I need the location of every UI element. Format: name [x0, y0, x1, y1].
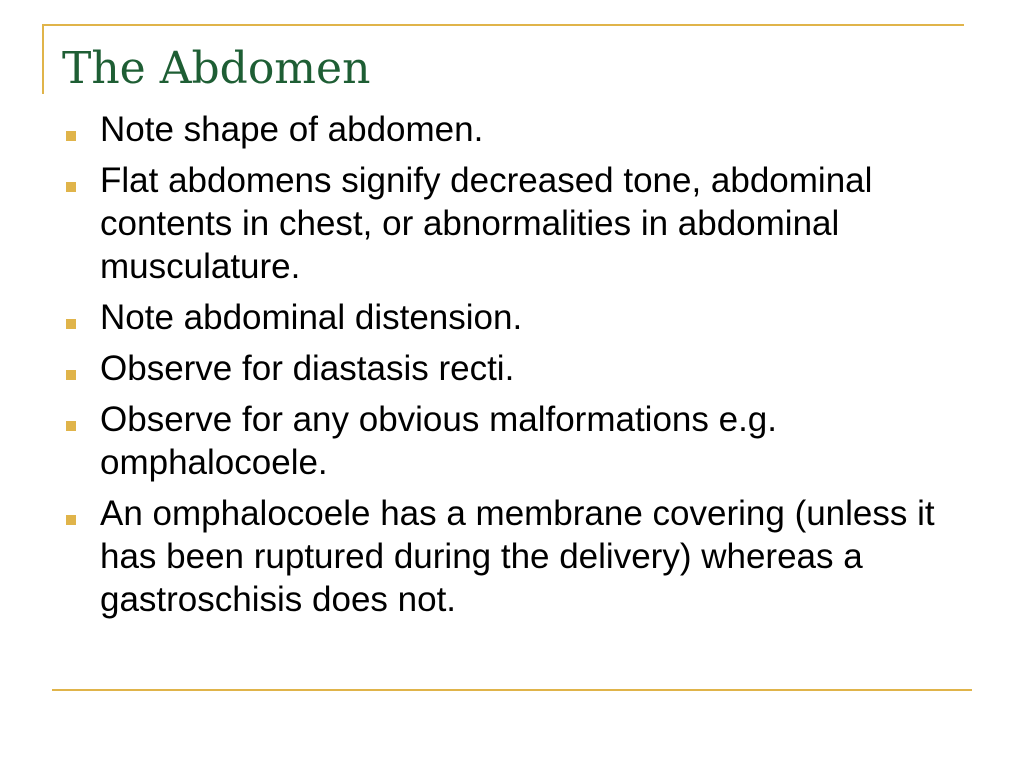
square-bullet-icon [66, 515, 76, 525]
bullet-item [62, 108, 962, 151]
bullet-item [62, 492, 962, 621]
square-bullet-icon [66, 370, 76, 380]
frame-left-rule [42, 24, 44, 94]
bullet-text: Observe for diastasis recti. [100, 349, 515, 388]
square-bullet-icon [66, 131, 76, 141]
slide-title: The Abdomen [62, 43, 371, 94]
frame-bottom-rule [52, 689, 972, 691]
frame-top-rule [42, 24, 964, 26]
bullet-text: Flat abdomens signify decreased tone, abdominal contents in chest, or abnormalities in abdominal musculature. [100, 161, 873, 286]
square-bullet-icon [66, 182, 76, 192]
bullet-list [62, 108, 962, 629]
bullet-item [62, 159, 962, 288]
bullet-text: Note abdominal distension. [100, 298, 523, 337]
bullet-item [62, 398, 962, 484]
bullet-item [62, 347, 962, 390]
bullet-text: Observe for any obvious malformations e.g. omphalocoele. [100, 400, 777, 482]
bullet-item [62, 296, 962, 339]
square-bullet-icon [66, 421, 76, 431]
bullet-text: An omphalocoele has a membrane covering (unless it has been ruptured during the delivery) whereas a gastroschisis does not. [100, 494, 935, 619]
square-bullet-icon [66, 319, 76, 329]
bullet-text: Note shape of abdomen. [100, 110, 484, 149]
